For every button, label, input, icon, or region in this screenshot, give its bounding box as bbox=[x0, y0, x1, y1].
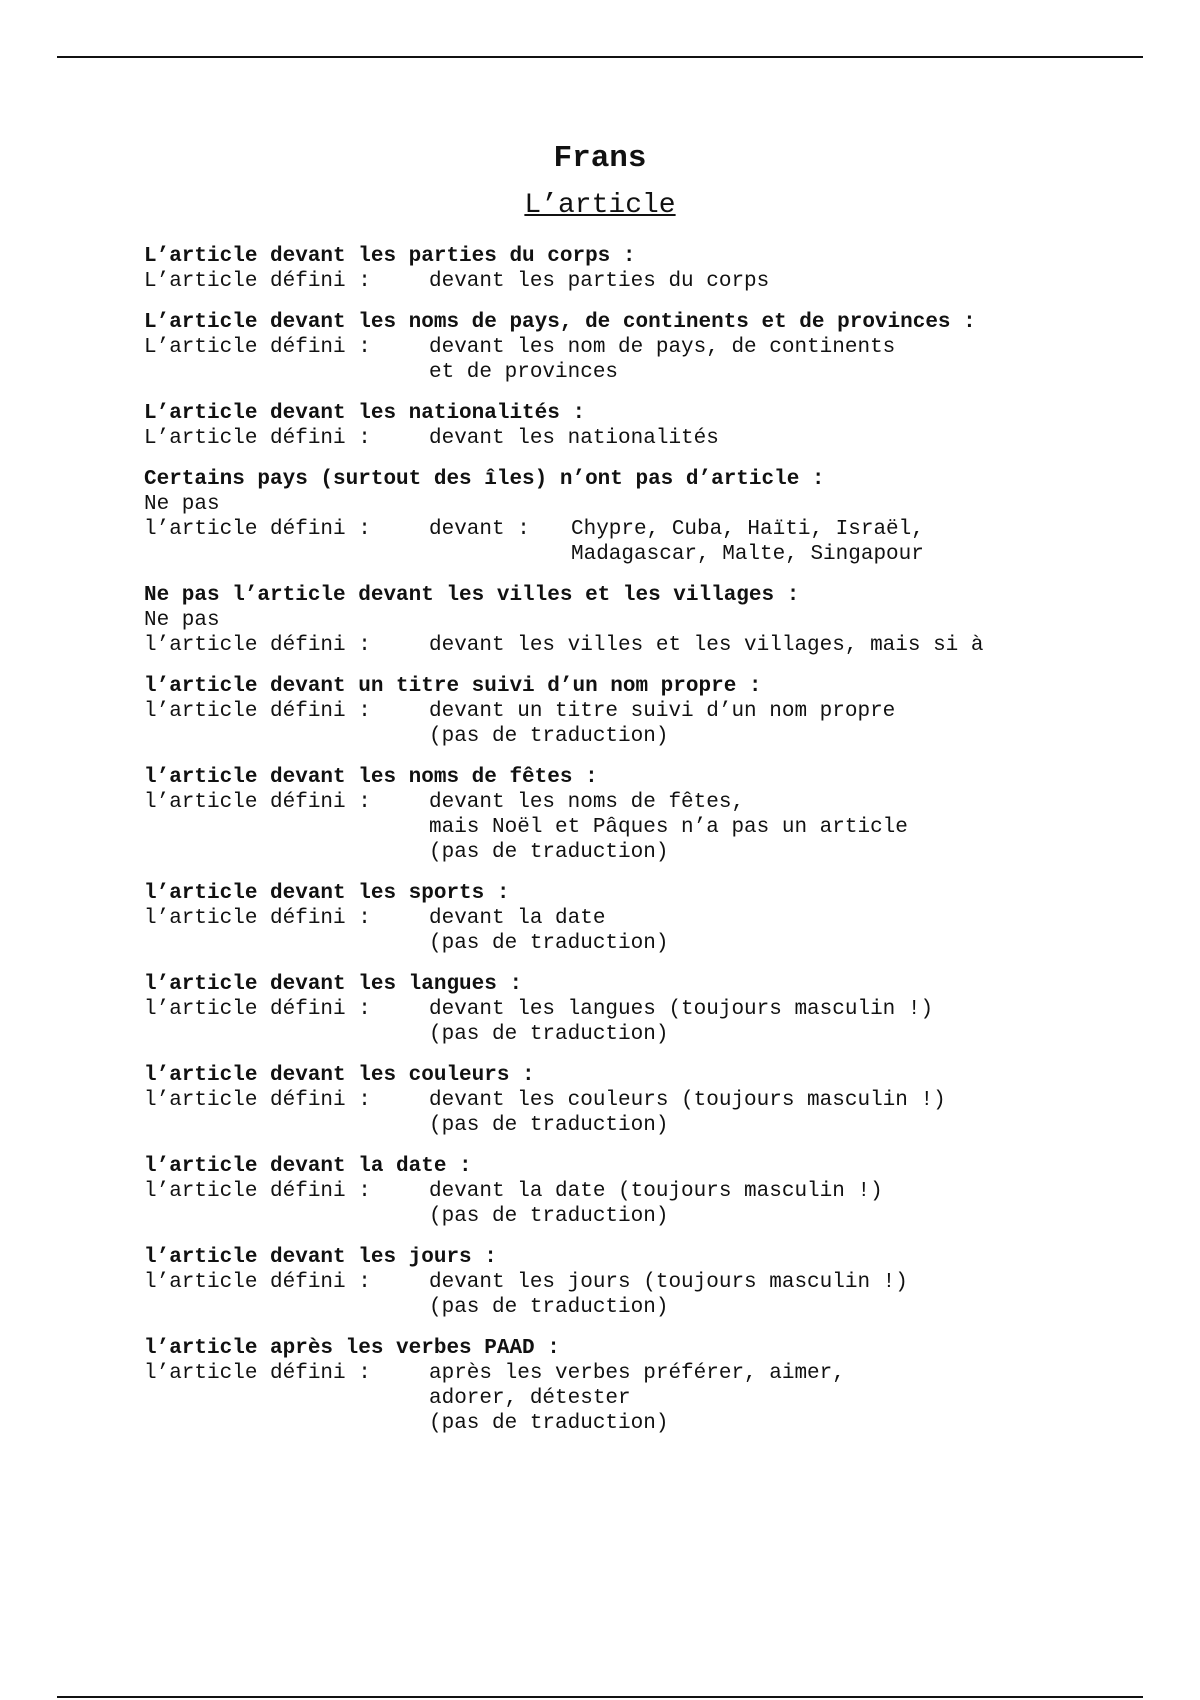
rule-text: devant les noms de fêtes, bbox=[429, 791, 745, 814]
rule-label bbox=[144, 815, 429, 840]
rule-text: devant les jours (toujours masculin !) bbox=[429, 1271, 908, 1294]
rule-text: (pas de traduction) bbox=[429, 725, 669, 748]
rule-text: mais Noël et Pâques n’a pas un article bbox=[429, 816, 908, 839]
rule-text: (pas de traduction) bbox=[429, 1023, 669, 1046]
bottom-rule bbox=[57, 1696, 1143, 1698]
rule-text: devant un titre suivi d’un nom propre bbox=[429, 700, 896, 723]
rule-sublabel: devant : bbox=[429, 518, 530, 541]
rule-line bbox=[144, 1411, 1144, 1436]
rule-line bbox=[144, 1022, 1144, 1047]
rule-text: devant les langues (toujours masculin !) bbox=[429, 998, 934, 1021]
rule-label bbox=[144, 1113, 429, 1138]
pre-label: Ne pas bbox=[144, 493, 220, 516]
rule-label bbox=[144, 840, 429, 865]
rule-line bbox=[144, 699, 1144, 724]
rule-line bbox=[144, 360, 1144, 385]
pre-label-line bbox=[144, 608, 1144, 633]
rule-text: Madagascar, Malte, Singapour bbox=[571, 543, 924, 566]
rule-line bbox=[144, 1204, 1144, 1229]
rule-line bbox=[144, 269, 1144, 294]
rule-label bbox=[144, 542, 429, 567]
page-subtitle: L’article bbox=[524, 190, 676, 221]
top-rule bbox=[57, 56, 1143, 58]
document-body bbox=[144, 244, 1144, 1452]
rule-label: L’article défini : bbox=[144, 336, 371, 359]
rule-text: (pas de traduction) bbox=[429, 1114, 669, 1137]
rule-section bbox=[144, 972, 1144, 1047]
rule-text: adorer, détester bbox=[429, 1387, 631, 1410]
rule-line bbox=[144, 790, 1144, 815]
rule-text: (pas de traduction) bbox=[429, 1205, 669, 1228]
rule-label: l’article défini : bbox=[144, 791, 371, 814]
rule-section bbox=[144, 467, 1144, 567]
rule-text: devant les couleurs (toujours masculin !) bbox=[429, 1089, 946, 1112]
rule-label: l’article défini : bbox=[144, 1362, 371, 1385]
rule-text: devant les nom de pays, de continents bbox=[429, 336, 896, 359]
rule-section bbox=[144, 881, 1144, 956]
rule-section bbox=[144, 310, 1144, 385]
rule-label bbox=[144, 1022, 429, 1047]
page-title: Frans bbox=[553, 141, 647, 176]
rule-line bbox=[144, 517, 1144, 542]
rule-label bbox=[144, 1204, 429, 1229]
rule-text: (pas de traduction) bbox=[429, 841, 669, 864]
rule-section bbox=[144, 1336, 1144, 1436]
section-heading: l’article après les verbes PAAD : bbox=[144, 1337, 560, 1360]
rule-section bbox=[144, 244, 1144, 294]
rule-line bbox=[144, 1361, 1144, 1386]
pre-label: Ne pas bbox=[144, 609, 220, 632]
rule-line bbox=[144, 997, 1144, 1022]
rule-label bbox=[144, 1386, 429, 1411]
rule-label: L’article défini : bbox=[144, 427, 371, 450]
rule-line bbox=[144, 426, 1144, 451]
rule-line bbox=[144, 906, 1144, 931]
rule-text: devant les parties du corps bbox=[429, 270, 770, 293]
rule-label: l’article défini : bbox=[144, 1271, 371, 1294]
section-heading: L’article devant les noms de pays, de continents et de provinces : bbox=[144, 311, 976, 334]
rule-sublabel bbox=[429, 542, 571, 567]
rule-label bbox=[144, 360, 429, 385]
section-heading: l’article devant la date : bbox=[144, 1155, 472, 1178]
rule-label: l’article défini : bbox=[144, 907, 371, 930]
rule-line bbox=[144, 1179, 1144, 1204]
rule-section bbox=[144, 1245, 1144, 1320]
section-heading: l’article devant un titre suivi d’un nom propre : bbox=[144, 675, 762, 698]
rule-line bbox=[144, 1113, 1144, 1138]
section-heading: L’article devant les nationalités : bbox=[144, 402, 586, 425]
section-heading: l’article devant les sports : bbox=[144, 882, 510, 905]
rule-line bbox=[144, 931, 1144, 956]
rule-line bbox=[144, 1386, 1144, 1411]
rule-label: L’article défini : bbox=[144, 270, 371, 293]
rule-section bbox=[144, 1154, 1144, 1229]
section-heading: l’article devant les langues : bbox=[144, 973, 523, 996]
rule-section bbox=[144, 674, 1144, 749]
rule-label: l’article défini : bbox=[144, 634, 371, 657]
rule-label: l’article défini : bbox=[144, 1180, 371, 1203]
rule-line bbox=[144, 1295, 1144, 1320]
rule-text: (pas de traduction) bbox=[429, 932, 669, 955]
rule-text: après les verbes préférer, aimer, bbox=[429, 1362, 845, 1385]
rule-label: l’article défini : bbox=[144, 998, 371, 1021]
rule-label bbox=[144, 1411, 429, 1436]
rule-label: l’article défini : bbox=[144, 1089, 371, 1112]
section-heading: L’article devant les parties du corps : bbox=[144, 245, 636, 268]
rule-line bbox=[144, 542, 1144, 567]
rule-line bbox=[144, 724, 1144, 749]
rule-text: (pas de traduction) bbox=[429, 1296, 669, 1319]
rule-label: l’article défini : bbox=[144, 700, 371, 723]
rule-label bbox=[144, 1295, 429, 1320]
section-heading: Ne pas l’article devant les villes et les villages : bbox=[144, 584, 800, 607]
section-heading: l’article devant les couleurs : bbox=[144, 1064, 535, 1087]
section-heading: l’article devant les jours : bbox=[144, 1246, 497, 1269]
rule-section bbox=[144, 765, 1144, 865]
rule-line bbox=[144, 633, 1144, 658]
rule-section bbox=[144, 1063, 1144, 1138]
rule-text: et de provinces bbox=[429, 361, 619, 384]
rule-text: Chypre, Cuba, Haïti, Israël, bbox=[571, 518, 924, 541]
rule-line bbox=[144, 815, 1144, 840]
rule-text: (pas de traduction) bbox=[429, 1412, 669, 1435]
rule-text: devant les villes et les villages, mais si à bbox=[429, 634, 984, 657]
pre-label-line bbox=[144, 492, 1144, 517]
rule-line bbox=[144, 1088, 1144, 1113]
document-header bbox=[0, 140, 1200, 223]
rule-line bbox=[144, 335, 1144, 360]
rule-text: devant les nationalités bbox=[429, 427, 719, 450]
rule-label: l’article défini : bbox=[144, 518, 371, 541]
rule-line bbox=[144, 840, 1144, 865]
rule-label bbox=[144, 724, 429, 749]
rule-section bbox=[144, 401, 1144, 451]
rule-line bbox=[144, 1270, 1144, 1295]
rule-section bbox=[144, 583, 1144, 658]
rule-label bbox=[144, 931, 429, 956]
section-heading: Certains pays (surtout des îles) n’ont pas d’article : bbox=[144, 468, 825, 491]
rule-text: devant la date (toujours masculin !) bbox=[429, 1180, 883, 1203]
rule-text: devant la date bbox=[429, 907, 606, 930]
section-heading: l’article devant les noms de fêtes : bbox=[144, 766, 598, 789]
